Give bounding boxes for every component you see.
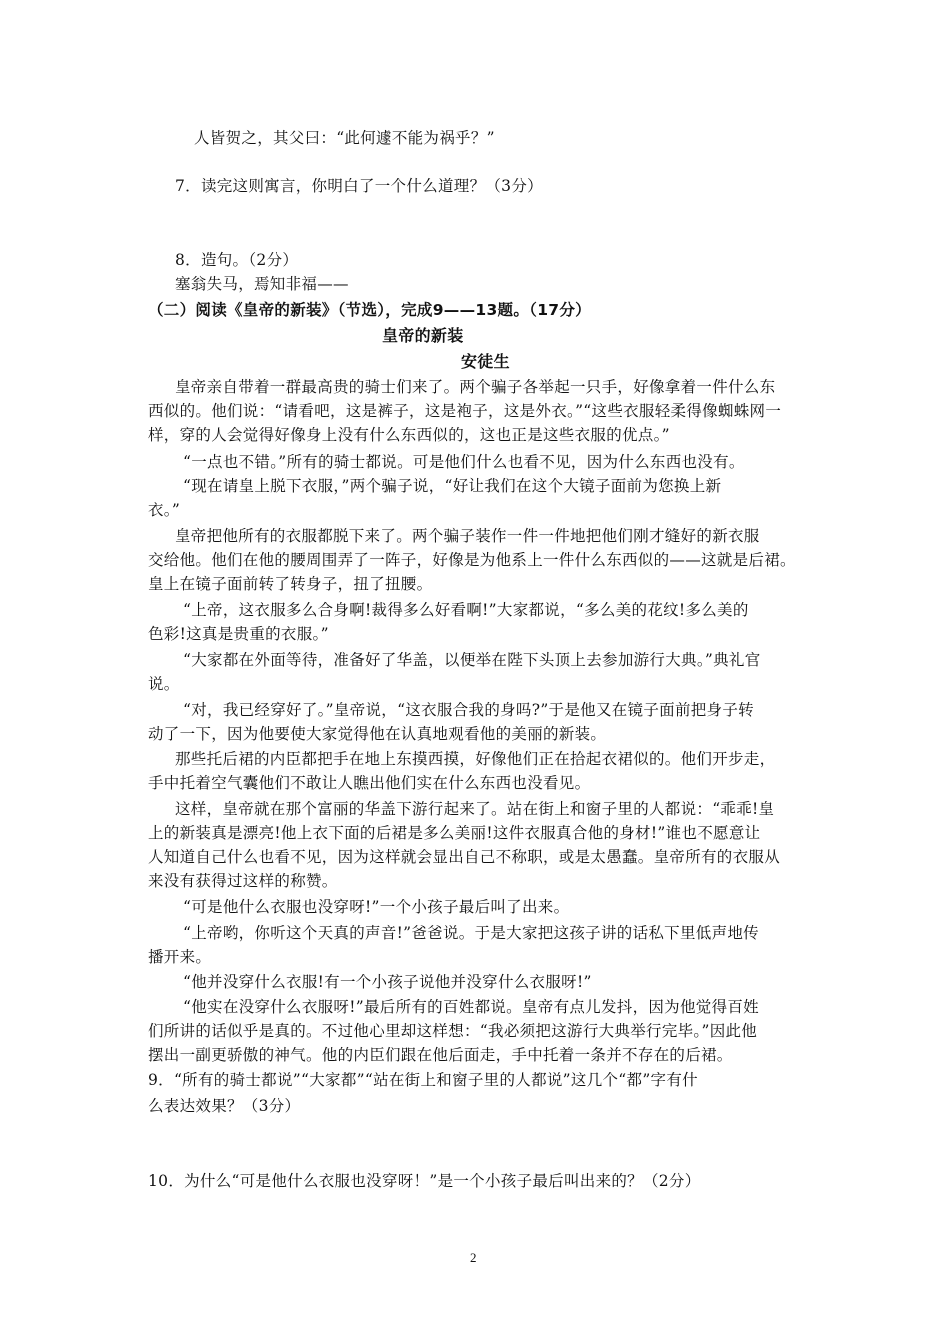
passage-line: 来没有获得过这样的称赞。 [148,872,338,890]
passage-line: 色彩!这真是贵重的衣服。” [148,625,329,643]
passage-author: 安徒生 [461,352,510,371]
passage-line: 样，穿的人会觉得好像身上没有什么东西似的，这也正是这些衣服的优点。” [148,426,670,444]
question-8: 8．造句。（2分） [175,251,299,269]
question-10: 10．为什么“可是他什么衣服也没穿呀！”是一个小孩子最后叫出来的？（2分） [148,1172,701,1190]
passage-line: 皇帝亲自带着一群最高贵的骑士们来了。两个骗子各举起一只手，好像拿着一件什么东 [175,378,776,396]
passage-line: 手中托着空气囊他们不敢让人瞧出他们实在什么东西也没看见。 [148,774,591,792]
passage-line: 交给他。他们在他的腰周围弄了一阵子，好像是为他系上一件什么东西似的——这就是后裙。 [148,551,796,569]
passage-line: “大家都在外面等待，准备好了华盖，以便举在陛下头顶上去参加游行大典。”典礼官 [183,651,761,669]
passage-line: “上帝，这衣服多么合身啊!裁得多么好看啊!”大家都说，“多么美的花纹!多么美的 [183,601,749,619]
passage-line: 皇上在镜子面前转了转身子，扭了扭腰。 [148,575,433,593]
question-8-prompt: 塞翁失马，焉知非福—— [175,275,349,293]
passage-line: 摆出一副更骄傲的神气。他的内臣们跟在他后面走，手中托着一条并不存在的后裙。 [148,1046,733,1064]
passage-line: 动了一下，因为他要使大家觉得他在认真地观看他的美丽的新装。 [148,725,607,743]
passage-line: 衣。” [148,501,181,519]
passage-line: “现在请皇上脱下衣服，”两个骗子说，“好让我们在这个大镜子面前为您换上新 [183,477,722,495]
passage-line: 上的新装真是漂亮!他上衣下面的后裙是多么美丽!这件衣服真合他的身材!”谁也不愿意让 [148,824,761,842]
page-number: 2 [470,1250,477,1265]
passage-line: 说。 [148,675,180,693]
passage-title: 皇帝的新装 [382,326,464,345]
passage-line: “一点也不错。”所有的骑士都说。可是他们什么也看不见，因为什么东西也没有。 [183,453,745,471]
passage-line: 皇帝把他所有的衣服都脱下来了。两个骗子装作一件一件地把他们刚才缝好的新衣服 [175,527,760,545]
passage-line: 人知道自己什么也看不见，因为这样就会显出自己不称职，或是太愚蠢。皇帝所有的衣服从 [148,848,781,866]
passage-line: 们所讲的话似乎是真的。不过他心里却这样想：“我必须把这游行大典举行完毕。”因此他 [148,1022,758,1040]
passage-line: 这样，皇帝就在那个富丽的华盖下游行起来了。站在街上和窗子里的人都说：“乖乖!皇 [175,800,775,818]
passage-line: 西似的。他们说：“请看吧，这是裤子，这是袍子，这是外衣。”“这些衣服轻柔得像蜘蛛网一 [148,402,782,420]
passage-line: 播开来。 [148,948,212,966]
section-heading: （二）阅读《皇帝的新装》（节选），完成9——13题。（17分） [148,301,591,319]
passage-line: “对，我已经穿好了。”皇帝说，“这衣服合我的身吗?”于是他又在镜子面前把身子转 [183,701,754,719]
passage-line: “他实在没穿什么衣服呀!”最后所有的百姓都说。皇帝有点儿发抖，因为他觉得百姓 [183,998,759,1016]
question-9: 9．“所有的骑士都说”“大家都”“站在街上和窗子里的人都说”这几个“都”字有什 [148,1071,698,1089]
fable-quote: 人皆贺之，其父曰：“此何遽不能为祸乎？” [194,129,495,147]
question-7: 7．读完这则寓言，你明白了一个什么道理？（3分） [175,177,543,195]
passage-line: “他并没穿什么衣服!有一个小孩子说他并没穿什么衣服呀!” [183,973,592,991]
passage-line: “上帝哟，你听这个天真的声音!”爸爸说。于是大家把这孩子讲的话私下里低声地传 [183,924,759,942]
question-9-cont: 么表达效果？（3分） [148,1097,301,1115]
passage-line: “可是他什么衣服也没穿呀!”一个小孩子最后叫了出来。 [183,898,570,916]
passage-line: 那些托后裙的内臣都把手在地上东摸西摸，好像他们正在拾起衣裙似的。他们开步走， [175,750,776,768]
